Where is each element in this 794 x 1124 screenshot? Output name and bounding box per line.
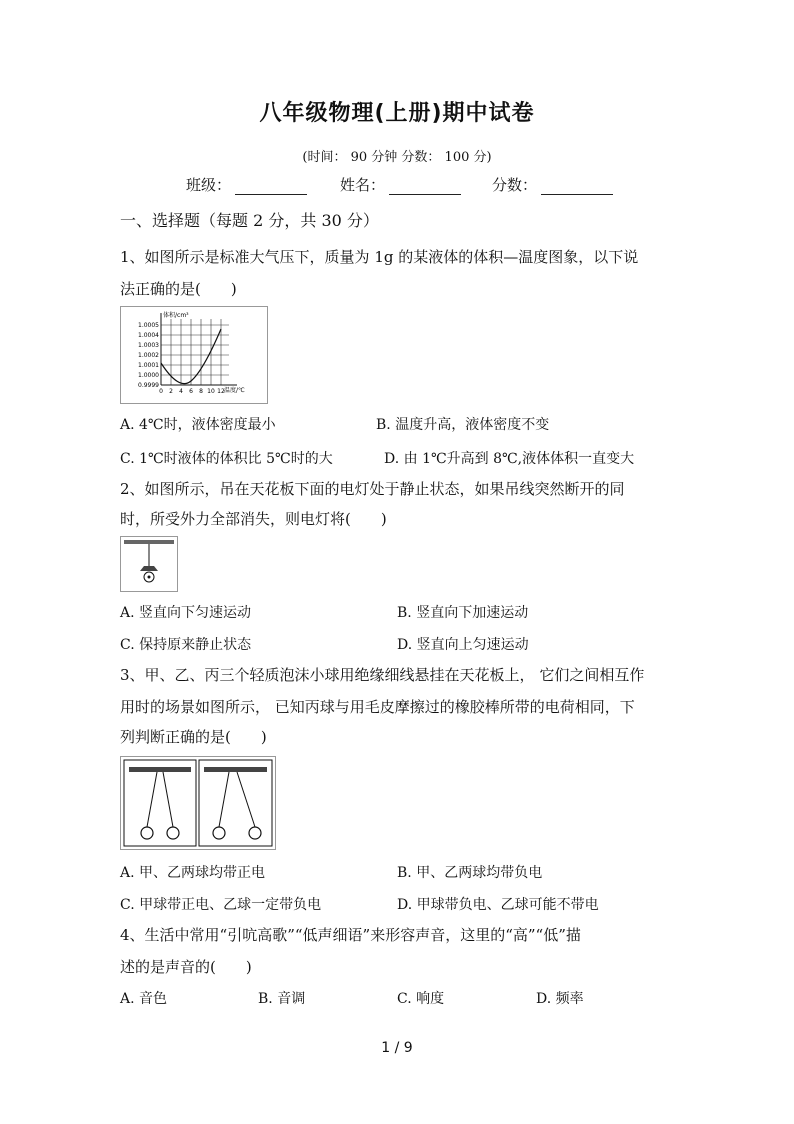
class-blank[interactable] — [235, 178, 307, 195]
lamp-shade — [140, 566, 158, 571]
q3-balls-svg — [121, 757, 275, 849]
q3-ball — [141, 827, 153, 839]
q3-option-b[interactable]: B. 甲、乙两球均带负电 — [397, 865, 543, 881]
q2-hanging-lamp-figure — [120, 536, 178, 592]
q1-graph-svg — [121, 307, 267, 403]
q3-line3: 列判断正确的是( ) — [120, 728, 267, 746]
q3-line1: 3、甲、乙、丙三个轻质泡沫小球用绝缘细线悬挂在天花板上， 它们之间相互作 — [120, 666, 645, 684]
q1-grid — [161, 319, 229, 385]
q3-thread — [147, 772, 157, 827]
q4-option-b[interactable]: B. 音调 — [258, 991, 306, 1007]
exam-info: (时间： 90 分钟 分数： 100 分) — [302, 150, 492, 165]
q1-xticks — [159, 388, 225, 395]
score-label: 分数： — [492, 176, 538, 194]
q1-volume-temperature-graph — [120, 306, 268, 404]
q1-xtick: 4 — [179, 388, 183, 395]
q3-ceiling-left — [129, 767, 191, 772]
q1-xtick: 6 — [189, 388, 193, 395]
q4-option-c[interactable]: C. 响度 — [397, 991, 445, 1007]
q4-line1: 4、生活中常用“引吭高歌”“低声细语”来形容声音，这里的“高”“低”描 — [120, 926, 581, 944]
q1-ylabel: 体积/cm³ — [163, 312, 189, 319]
q3-ball — [249, 827, 261, 839]
q2-option-b[interactable]: B. 竖直向下加速运动 — [397, 605, 529, 621]
q1-yticks — [138, 322, 159, 389]
q1-ytick: 1.0002 — [138, 352, 159, 359]
q4-option-d[interactable]: D. 频率 — [536, 991, 584, 1007]
q1-xtick: 0 — [159, 388, 163, 395]
lamp-filament — [148, 576, 151, 579]
q1-xlabel: 温度/℃ — [224, 387, 245, 394]
q1-xtick: 2 — [169, 388, 173, 395]
q3-ball — [213, 827, 225, 839]
q4-option-a[interactable]: A. 音色 — [120, 991, 168, 1007]
q2-option-c[interactable]: C. 保持原来静止状态 — [120, 637, 252, 653]
page-number: 1 / 9 — [381, 1040, 413, 1056]
q3-ceiling-right — [204, 767, 267, 772]
score-field — [492, 174, 613, 195]
section-title: 一、选择题（每题 2 分，共 30 分） — [120, 211, 379, 230]
q2-option-a[interactable]: A. 竖直向下匀速运动 — [120, 605, 252, 621]
q1-option-d[interactable]: D. 由 1℃升高到 8℃,液体体积一直变大 — [384, 451, 635, 467]
q2-line2: 时，所受外力全部消失，则电灯将( ) — [120, 510, 387, 528]
q1-ytick: 0.9999 — [138, 382, 159, 389]
q1-option-a[interactable]: A. 4℃时，液体密度最小 — [120, 417, 276, 433]
q1-ytick: 1.0001 — [138, 362, 159, 369]
q3-option-d[interactable]: D. 甲球带负电、乙球可能不带电 — [397, 897, 599, 913]
q1-ytick: 1.0003 — [138, 342, 159, 349]
q3-ball — [167, 827, 179, 839]
name-blank[interactable] — [389, 178, 461, 195]
q3-thread — [219, 772, 229, 827]
q3-thread — [237, 772, 255, 827]
q2-option-d[interactable]: D. 竖直向上匀速运动 — [397, 637, 529, 653]
name-field — [340, 174, 461, 195]
q4-line2: 述的是声音的( ) — [120, 958, 252, 976]
q1-ytick: 1.0000 — [138, 372, 159, 379]
q2-line1: 2、如图所示，吊在天花板下面的电灯处于静止状态，如果吊线突然断开的同 — [120, 480, 625, 498]
class-field — [186, 174, 307, 195]
q1-ytick: 1.0004 — [138, 332, 159, 339]
q1-xtick: 12 — [217, 388, 225, 395]
q3-line2: 用时的场景如图所示， 已知丙球与用毛皮摩擦过的橡胶棒所带的电荷相同，下 — [120, 698, 635, 716]
q1-line1: 1、如图所示是标准大气压下，质量为 1g 的某液体的体积—温度图象，以下说 — [120, 248, 639, 266]
q3-option-a[interactable]: A. 甲、乙两球均带正电 — [120, 865, 266, 881]
q1-option-b[interactable]: B. 温度升高，液体密度不变 — [376, 417, 550, 433]
q3-thread — [163, 772, 173, 827]
page-title: 八年级物理(上册)期中试卷 — [259, 101, 535, 126]
name-label: 姓名： — [340, 176, 386, 194]
q1-line2: 法正确的是( ) — [120, 280, 237, 298]
q1-xtick: 8 — [199, 388, 203, 395]
q1-ytick: 1.0005 — [138, 322, 159, 329]
q2-lamp-svg — [121, 537, 177, 591]
score-blank[interactable] — [541, 178, 613, 195]
q1-option-c[interactable]: C. 1℃时液体的体积比 5℃时的大 — [120, 451, 333, 467]
class-label: 班级： — [186, 176, 232, 194]
ceiling — [124, 540, 174, 544]
q1-xtick: 10 — [207, 388, 215, 395]
q3-panel-left — [124, 760, 196, 846]
q3-option-c[interactable]: C. 甲球带正电、乙球一定带负电 — [120, 897, 322, 913]
q3-charged-balls-figure — [120, 756, 276, 850]
